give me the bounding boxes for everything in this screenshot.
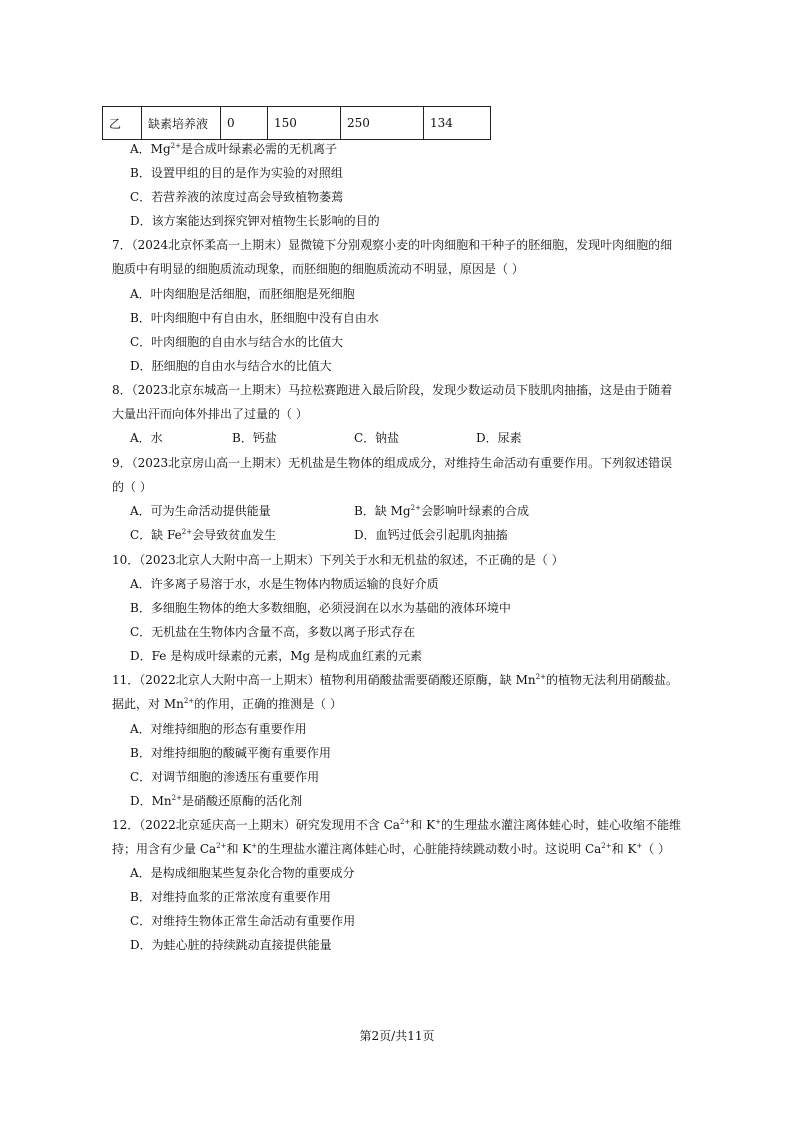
q11-stem-line2: 据此，对 $Mn^{2+}$的作用，正确的推测是（ ） [112, 697, 342, 711]
q9-option-a: A．可为生命活动提供能量 [130, 504, 271, 518]
table-cell: 0 [221, 107, 268, 140]
q7-option-d: D．胚细胞的自由水与结合水的比值大 [130, 359, 332, 373]
q6-option-a: A．$Mg^{2+}$是合成叶绿素必需的无机离子 [130, 142, 337, 156]
q8-option-a: A．水 [130, 431, 163, 445]
q10-option-a: A．许多离子易溶于水，水是生物体内物质运输的良好介质 [130, 577, 439, 591]
q8-option-c: C．钠盐 [354, 431, 400, 445]
q11-option-d: D．$Mn^{2+}$是硝酸还原酶的活化剂 [130, 794, 302, 808]
table-cell: 250 [341, 107, 424, 140]
q12-stem-line2: 持；用含有少量 $Ca^{2+}$和 K+的生理盐水灌注离体蛙心时，心脏能持续跳动数小时。这说明 $Ca^{2+}$和 K+（ ） [112, 842, 671, 856]
q8-stem-line2: 大量出汗而向体外排出了过量的（ ） [112, 407, 308, 421]
q11-option-b: B．对维持细胞的酸碱平衡有重要作用 [130, 746, 331, 760]
q9-option-c: C．缺 $Fe^{2+}$会导致贫血发生 [130, 528, 277, 542]
q8-option-d: D．尿素 [476, 431, 522, 445]
data-table [102, 106, 491, 140]
q8-option-b: B．钙盐 [232, 431, 277, 445]
q10-option-b: B．多细胞生物体的绝大多数细胞，必须浸润在以水为基础的液体环境中 [130, 601, 511, 615]
q10-option-d: D．Fe 是构成叶绿素的元素，Mg 是构成血红素的元素 [130, 649, 422, 663]
q9-stem-line2: 的（ ） [112, 480, 152, 494]
q6-option-d: D．该方案能达到探究钾对植物生长影响的目的 [130, 214, 380, 228]
table-cell: 150 [268, 107, 341, 140]
q11-option-c: C．对调节细胞的渗透压有重要作用 [130, 770, 320, 784]
page-number-footer: 第2页/共11页 [359, 1029, 435, 1043]
q12-option-b: B．对维持血浆的正常浓度有重要作用 [130, 890, 331, 904]
table-row [103, 107, 491, 140]
q12-option-d: D．为蛙心脏的持续跳动直接提供能量 [130, 938, 332, 952]
table-cell: 乙 [103, 107, 142, 140]
q11-stem-line1: 11．（2022北京人大附中高一上期末）植物利用硝酸盐需要硝酸还原酶，缺 $Mn^{2+}$的植物无法利用硝酸盐。 [112, 673, 678, 687]
q7-option-a: A．叶肉细胞是活细胞，而胚细胞是死细胞 [130, 287, 355, 301]
q12-stem-line1: 12．（2022北京延庆高一上期末）研究发现用不含 $Ca^{2+}$和 K+的生理盐水灌注离体蛙心时，蛙心收缩不能维 [112, 818, 681, 832]
q10-option-c: C．无机盐在生物体内含量不高，多数以离子形式存在 [130, 625, 416, 639]
q12-option-c: C．对维持生物体正常生命活动有重要作用 [130, 914, 356, 928]
q12-option-a: A．是构成细胞某些复杂化合物的重要成分 [130, 866, 355, 880]
q11-option-a: A．对维持细胞的形态有重要作用 [130, 722, 307, 736]
q7-option-b: B．叶肉细胞中有自由水，胚细胞中没有自由水 [130, 311, 379, 325]
table-cell: 缺素培养液 [142, 107, 221, 140]
q10-stem-line1: 10．（2023北京人大附中高一上期末）下列关于水和无机盐的叙述，不正确的是（ ） [112, 553, 564, 567]
q8-stem-line1: 8．（2023北京东城高一上期末）马拉松赛跑进入最后阶段，发现少数运动员下肢肌肉抽搐，这是由于随着 [112, 383, 673, 397]
q7-option-c: C．叶肉细胞的自由水与结合水的比值大 [130, 335, 344, 349]
q9-option-b: B．缺 $Mg^{2+}$会影响叶绿素的合成 [354, 504, 529, 518]
q7-stem-line2: 胞质中有明显的细胞质流动现象，而胚细胞的细胞质流动不明显，原因是（ ） [112, 262, 524, 276]
q7-stem-line1: 7．（2024北京怀柔高一上期末）显微镜下分别观察小麦的叶肉细胞和干种子的胚细胞，发现叶肉细胞的细 [112, 238, 673, 252]
q9-option-d: D．血钙过低会引起肌肉抽搐 [354, 528, 508, 542]
q9-stem-line1: 9．（2023北京房山高一上期末）无机盐是生物体的组成成分，对维持生命活动有重要作用。下列叙述错误 [112, 456, 673, 470]
q6-option-c: C．若营养液的浓度过高会导致植物萎蔫 [130, 190, 344, 204]
q6-option-b: B．设置甲组的目的是作为实验的对照组 [130, 166, 343, 180]
table-cell: 134 [424, 107, 491, 140]
